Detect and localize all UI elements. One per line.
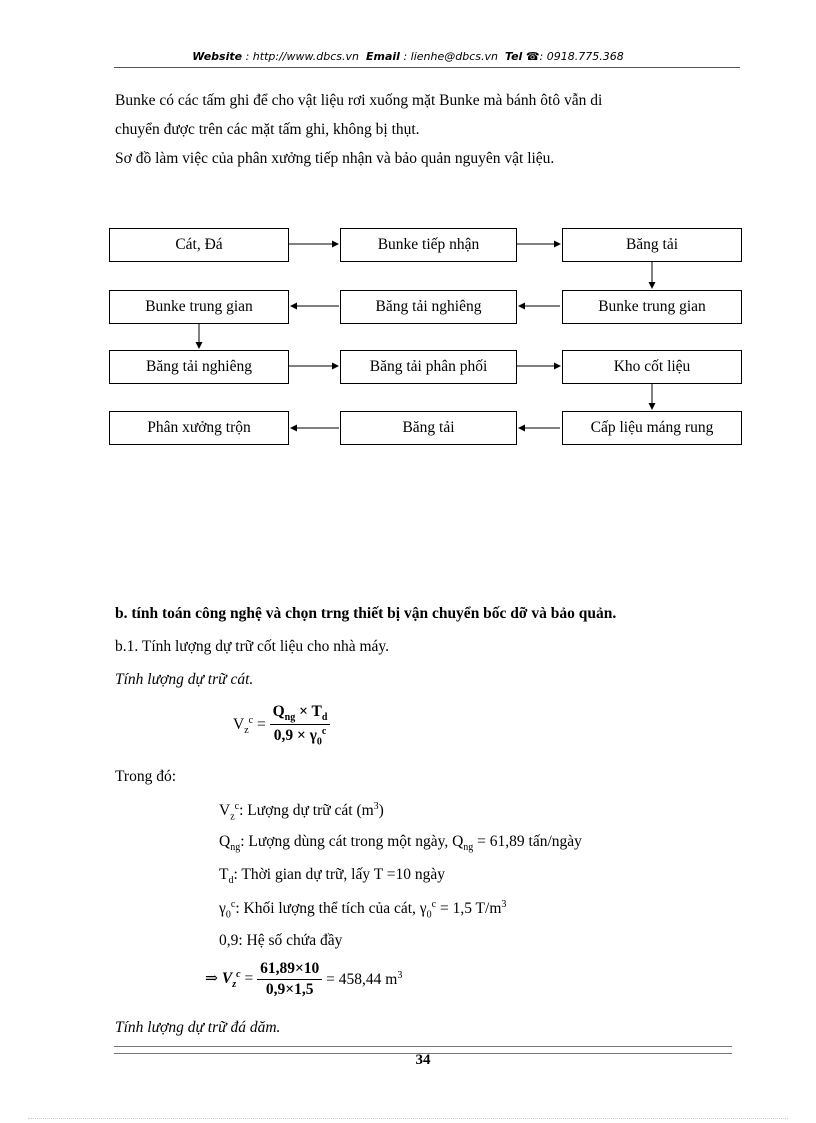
flow-box-bang-tai-nghieng-left: Băng tải nghiêng: [109, 350, 289, 384]
flow-box-phan-xuong-tron: Phân xưởng trộn: [109, 411, 289, 445]
definition-k: 0,9: Hệ số chứa đầy: [219, 932, 343, 949]
flow-box-bang-tai-1: Băng tải: [562, 228, 742, 262]
definition-gamma: $\gamma_0^c$: Khối lượng thể tích của cát, $\gamma_0^c = 1,5$ $T/m^3$: [219, 899, 507, 921]
phone-icon: ☎: [525, 50, 540, 63]
sand-reserve-calculation: ⇒ $V_z^c$ = $\frac{61,89\times 10}{0,9\times 1,5}$ = 458,44 $m^3$: [205, 960, 403, 998]
subsection-title: b.1. Tính lượng dự trữ cốt liệu cho nhà máy.: [115, 638, 390, 655]
flow-box-bunke-tiep-nhan: Bunke tiếp nhận: [340, 228, 517, 262]
page-bottom-border: [28, 1118, 788, 1119]
tel-label: Tel: [504, 50, 523, 63]
sand-reserve-title: Tính lượng dự trữ cát.: [115, 671, 254, 688]
page-number: 34: [415, 1052, 431, 1068]
where-label: Trong đó:: [115, 768, 177, 785]
definition-t: $T_d$: Thời gian dự trữ, lấy T =10 ngày: [219, 866, 446, 887]
definition-v: $V_z^c$: Lượng dự trữ cát $(m^3)$: [219, 801, 384, 823]
flow-box-cat-da: Cát, Đá: [109, 228, 289, 262]
website-label: Website: [192, 50, 243, 63]
flow-box-bunke-trung-gian-right: Bunke trung gian: [562, 290, 742, 324]
flow-box-cap-lieu-mang-rung: Cấp liệu máng rung: [562, 411, 742, 445]
flow-box-bang-tai-2: Băng tải: [340, 411, 517, 445]
section-heading: b. tính toán công nghệ và chọn trng thiết bị vận chuyển bốc dỡ và bảo quản.: [115, 605, 617, 622]
intro-paragraph: Bunke có các tấm ghi để cho vật liệu rơi xuống mặt Bunke mà bánh ôtô vẫn di chuyển được trên các mặt tấm ghi, không bị thụt. Sơ đồ làm việc của phân xưởng tiếp nhận và bảo quản nguyên vật liệu.: [115, 92, 603, 167]
flow-box-kho-cot-lieu: Kho cốt liệu: [562, 350, 742, 384]
email-label: Email: [366, 50, 400, 63]
flow-box-bunke-trung-gian-left: Bunke trung gian: [109, 290, 289, 324]
flow-box-bang-tai-nghieng-mid: Băng tải nghiêng: [340, 290, 517, 324]
email-link[interactable]: : lienhe@dbcs.vn: [403, 50, 498, 63]
stone-reserve-title: Tính lượng dự trữ đá dăm.: [115, 1019, 281, 1036]
definition-q: $Q_{ng}$: Lượng dùng cát trong một ngày, $Q_{ng} = 61,89$ tấn/ngày: [219, 833, 582, 854]
tel-value: : 0918.775.368: [539, 50, 624, 63]
flow-box-bang-tai-phan-phoi: Băng tải phân phối: [340, 350, 517, 384]
sand-reserve-formula: $V_z^c$ = $\frac{Q_{ng} \times T_d}{0,9 \times \gamma_0^c}$: [233, 703, 330, 747]
website-link[interactable]: : http://www.dbcs.vn: [245, 50, 360, 63]
